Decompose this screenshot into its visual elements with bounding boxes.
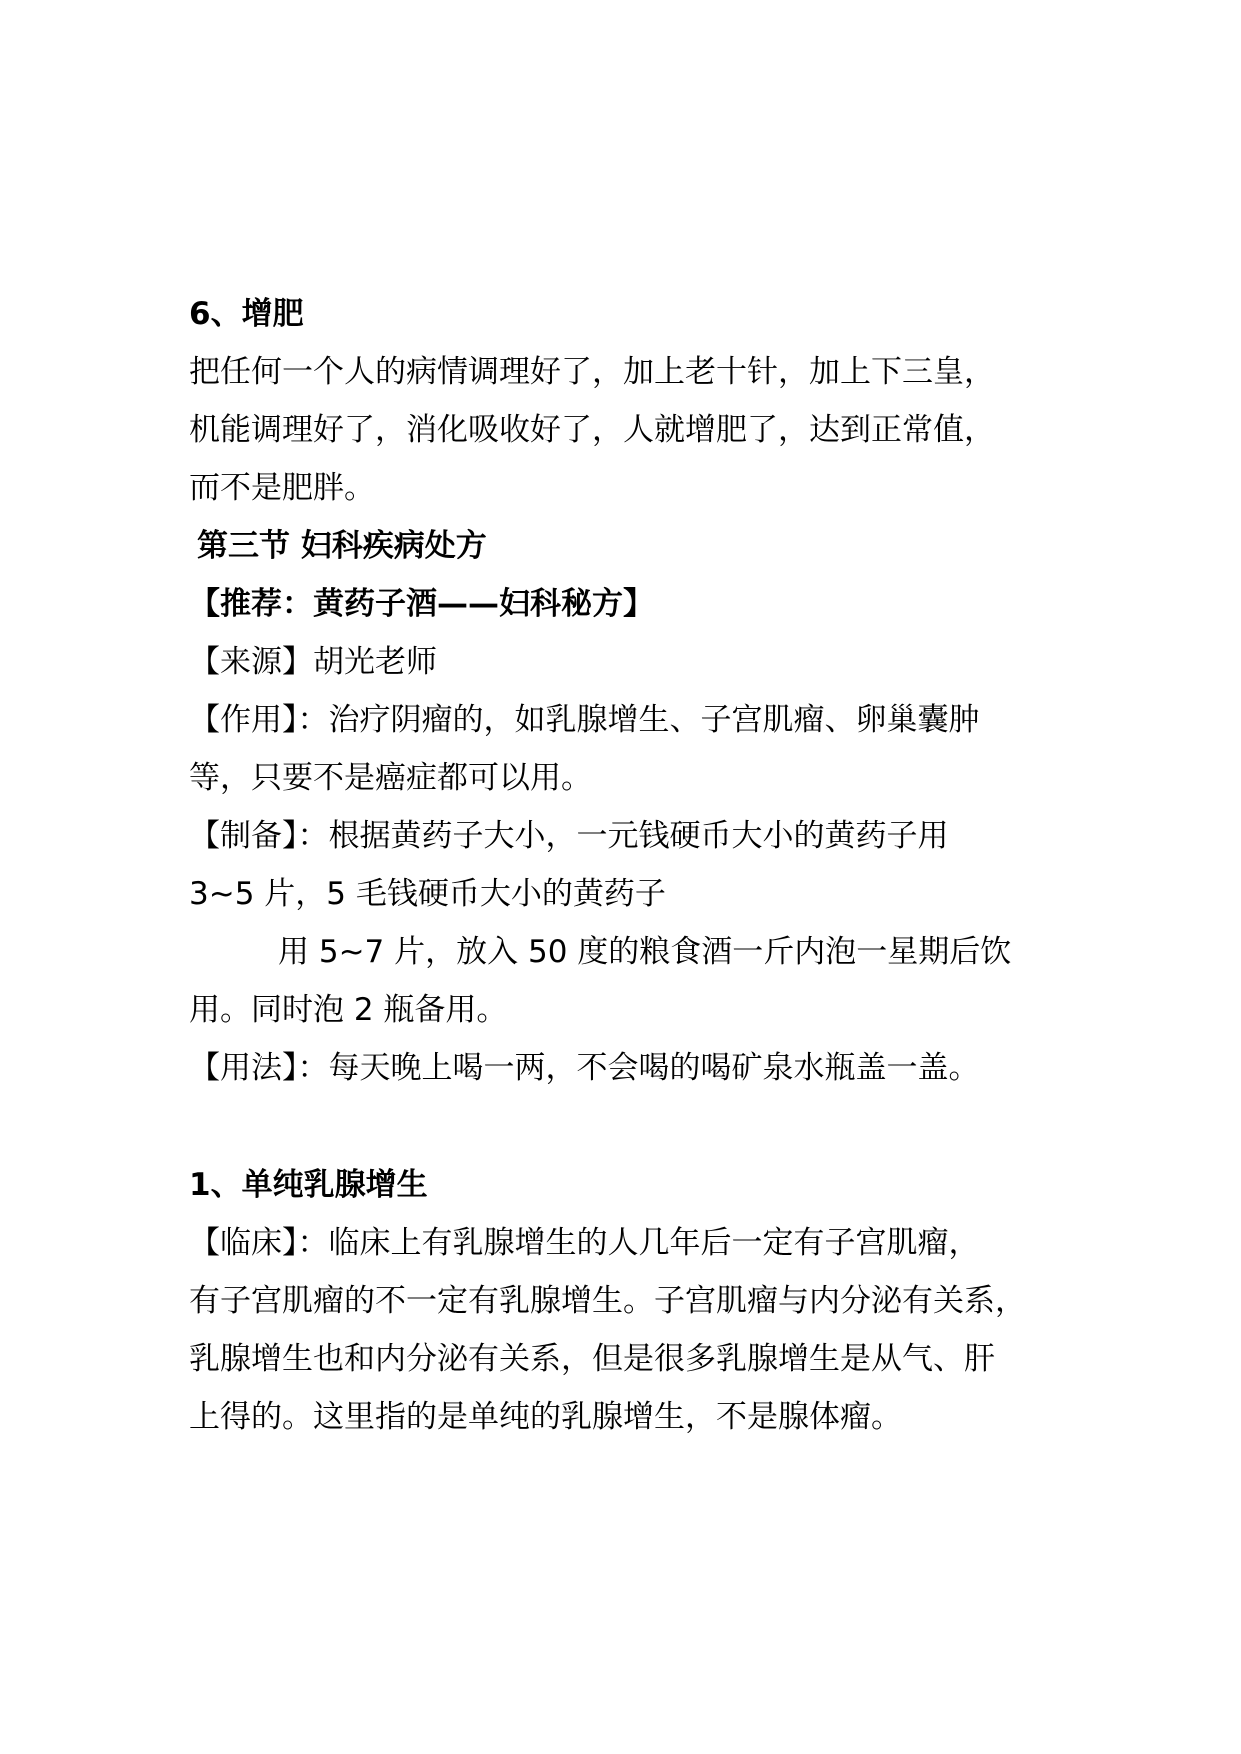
clinical-line: 乳腺增生也和内分泌有关系，但是很多乳腺增生是从气、肝 (189, 1341, 995, 1377)
preparation-line: 用 5~7 片，放入 50 度的粮食酒一斤内泡一星期后饮 (278, 934, 1012, 970)
paragraph-line: 把任何一个人的病情调理好了，加上老十针，加上下三皇， (189, 354, 995, 390)
recommendation-title: 【推荐：黄药子酒——妇科秘方】 (189, 586, 654, 622)
heading-breast-hyperplasia: 1、单纯乳腺增生 (189, 1167, 428, 1203)
preparation-line: 【制备】：根据黄药子大小，一元钱硬币大小的黄药子用 (189, 818, 949, 854)
usage-line: 【用法】：每天晚上喝一两，不会喝的喝矿泉水瓶盖一盖。 (189, 1050, 980, 1086)
clinical-line: 上得的。这里指的是单纯的乳腺增生，不是腺体瘤。 (189, 1399, 902, 1435)
heading-weight-gain: 6、增肥 (189, 296, 304, 332)
effect-line: 【作用】：治疗阴瘤的，如乳腺增生、子宫肌瘤、卵巢囊肿 (189, 702, 980, 738)
paragraph-line: 机能调理好了，消化吸收好了，人就增肥了，达到正常值， (189, 412, 995, 448)
preparation-line: 用。同时泡 2 瓶备用。 (189, 992, 508, 1028)
paragraph-line: 而不是肥胖。 (189, 470, 375, 506)
clinical-line: 有子宫肌瘤的不一定有乳腺增生。子宫肌瘤与内分泌有关系， (189, 1283, 1026, 1319)
effect-line: 等，只要不是癌症都可以用。 (189, 760, 592, 796)
preparation-line: 3~5 片，5 毛钱硬币大小的黄药子 (189, 876, 666, 912)
source-line: 【来源】胡光老师 (189, 644, 437, 680)
clinical-line: 【临床】：临床上有乳腺增生的人几年后一定有子宫肌瘤， (189, 1225, 980, 1261)
section-title: 第三节 妇科疾病处方 (197, 528, 487, 564)
